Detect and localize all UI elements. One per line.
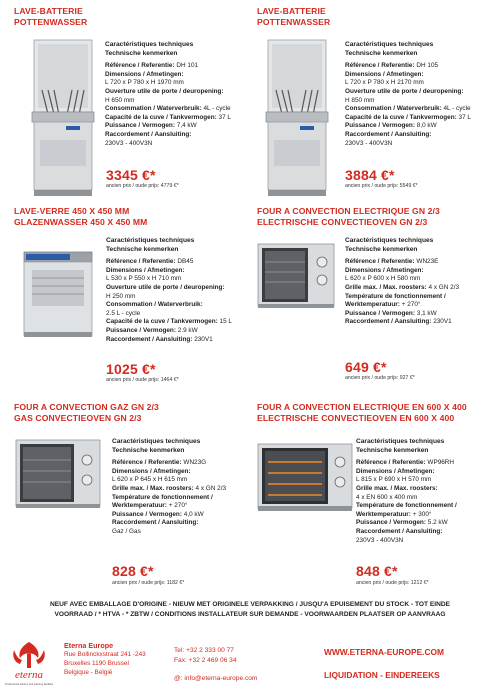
- spec-label: Puissance / Vermogen:: [112, 510, 182, 518]
- product-title: [257, 206, 440, 228]
- spec-row: [106, 318, 246, 327]
- spec-value: H 850 mm: [345, 96, 375, 104]
- spec-value: L 815 x P 690 x H 570 mm: [356, 476, 432, 484]
- spec-row: [345, 267, 495, 284]
- old-price: ancien prix / oude prijs: 1212 €*: [356, 580, 429, 586]
- spec-heading-fr: Caractéristiques techniques: [345, 41, 434, 48]
- convection-oven-icon: [256, 240, 336, 310]
- spec-row: [106, 336, 246, 345]
- price: 649 €*: [345, 359, 387, 375]
- product-title-nl: ELECTRISCHE CONVECTIEOVEN GN 2/3: [257, 217, 428, 227]
- spec-row: [112, 511, 252, 520]
- product-title: [14, 206, 147, 228]
- product-title-fr: LAVE-BATTERIE: [257, 6, 326, 16]
- spec-value: + 270°: [168, 502, 188, 510]
- price: 3345 €*: [106, 167, 156, 183]
- spec-row: [106, 327, 246, 336]
- product-title-fr: LAVE-VERRE 450 X 450 MM: [14, 206, 130, 216]
- spec-label: Raccordement / Aansluiting:: [356, 527, 443, 535]
- spec-value: 4,0 kW: [183, 510, 204, 518]
- spec-value: 4 x EN 600 x 400 mm: [356, 493, 418, 501]
- old-price: ancien prix / oude prijs: 1182 €*: [112, 580, 185, 586]
- old-price: ancien prix / oude prijs: 4779 €*: [106, 183, 179, 189]
- product-title-nl: ELECTRISCHE CONVECTIEOVEN EN 600 X 400: [257, 413, 455, 423]
- spec-row: [345, 62, 495, 71]
- product-title-fr: LAVE-BATTERIE: [14, 6, 83, 16]
- spec-value: 4L - cycle: [203, 105, 231, 113]
- product-title-nl: POTTENWASSER: [14, 17, 88, 27]
- glasswasher-icon: [22, 252, 94, 338]
- spec-label: Raccordement / Aansluiting:: [105, 130, 192, 138]
- spec-value: Gaz / Gas: [112, 527, 141, 535]
- company-name: Eterna Europe: [64, 641, 114, 650]
- spec-value: 2.5 L - cycle: [106, 309, 141, 317]
- spec-row: [345, 284, 495, 293]
- spec-label: Grille max. / Max. roosters:: [112, 484, 194, 492]
- footer-note-line: NEUF AVEC EMBALLAGE D'ORIGINE - NIEUW MET ORIGINELE VERPAKKING / JUSQU'A EPUISEMENT DU STOCK - TOT EINDE: [49, 601, 450, 608]
- spec-label: Référence / Referentie:: [112, 459, 182, 467]
- price: 3884 €*: [345, 167, 395, 183]
- footer-conditions: [0, 600, 500, 620]
- spec-label: Raccordement / Aansluiting:: [112, 519, 199, 527]
- logo-text: eterna: [14, 669, 44, 681]
- spec-label: Dimensions / Afmetingen:: [112, 467, 191, 475]
- spec-heading-nl: Technische kenmerken: [345, 49, 418, 57]
- spec-label: Puissance / Vermogen:: [345, 122, 415, 130]
- dishwasher-tall-icon: [28, 40, 98, 198]
- spec-row: [356, 468, 496, 485]
- spec-row: [356, 459, 496, 468]
- spec-value: 5.2 kW: [427, 519, 448, 527]
- product-title-nl: GAS CONVECTIEOVEN GN 2/3: [14, 413, 142, 423]
- spec-label: Référence / Referentie:: [345, 62, 415, 70]
- product-title: [257, 402, 467, 424]
- spec-label: Dimensions / Afmetingen:: [105, 70, 184, 78]
- spec-row: [105, 114, 245, 123]
- spec-value: 230V3 - 400V3N: [356, 536, 404, 544]
- spec-value: 7,4 kW: [176, 122, 197, 130]
- spec-block: [112, 438, 252, 537]
- spec-heading-fr: Caractéristiques techniques: [112, 438, 201, 445]
- spec-row: [345, 293, 495, 310]
- spec-value: DH 105: [416, 62, 439, 70]
- spec-row: [345, 122, 495, 131]
- spec-label: Dimensions / Afmetingen:: [356, 467, 435, 475]
- logo-subtext: Professional kitchen and catering facilities: [4, 683, 54, 686]
- spec-label: Référence / Referentie:: [105, 62, 175, 70]
- spec-row: [112, 494, 252, 511]
- spec-value: 37 L: [218, 113, 231, 121]
- spec-row: [106, 258, 246, 267]
- spec-value: L 530 x P 550 x H 710 mm: [106, 275, 182, 283]
- spec-label: Grille max. / Max. roosters:: [345, 283, 427, 291]
- product-title-fr: FOUR A CONVECTION ELECTRIQUE GN 2/3: [257, 206, 440, 216]
- price: 828 €*: [112, 563, 154, 579]
- spec-value: 230V3 - 400V3N: [345, 139, 393, 147]
- spec-label: Raccordement / Aansluiting:: [345, 130, 432, 138]
- spec-heading-nl: Technische kenmerken: [106, 245, 179, 253]
- product-title-nl: GLAZENWASSER 450 X 450 MM: [14, 217, 148, 227]
- company-address: [64, 641, 146, 677]
- spec-row: [345, 105, 495, 114]
- spec-value: DB45: [177, 258, 194, 266]
- spec-row: [356, 519, 496, 528]
- spec-row: [105, 131, 245, 148]
- spec-row: [105, 62, 245, 71]
- spec-value: 230V3 - 400V3N: [105, 139, 153, 147]
- spec-value: WN23E: [416, 258, 439, 266]
- spec-label: Capacité de la cuve / Tankvermogen:: [105, 113, 217, 121]
- spec-row: [112, 485, 252, 494]
- price: 1025 €*: [106, 361, 156, 377]
- address-line: Rue Bollinckxstraat 241 -243: [64, 651, 146, 658]
- spec-block: [356, 438, 496, 545]
- spec-label: Puissance / Vermogen:: [105, 122, 175, 130]
- product-title: [257, 6, 330, 28]
- spec-label: Consommation / Waterverbruik:: [106, 301, 203, 309]
- spec-row: [105, 71, 245, 88]
- spec-value: 4 x GN 2/3: [195, 484, 227, 492]
- spec-value: 230V1: [194, 335, 213, 343]
- spec-value: WN23G: [183, 459, 207, 467]
- product-title-fr: FOUR A CONVECTION GAZ GN 2/3: [14, 402, 159, 412]
- phone-number[interactable]: Tel: +32 2 333 00 77: [174, 647, 234, 654]
- spec-value: 230V1: [433, 318, 452, 326]
- spec-heading-fr: Caractéristiques techniques: [345, 237, 434, 244]
- product-title: [14, 402, 159, 424]
- convection-oven-large-icon: [256, 440, 354, 514]
- contact-phones: [174, 646, 237, 665]
- spec-value: 3,1 kW: [416, 309, 437, 317]
- website-link[interactable]: WWW.ETERNA-EUROPE.COM: [324, 647, 445, 657]
- spec-label: Dimensions / Afmetingen:: [345, 70, 424, 78]
- spec-value: H 250 mm: [106, 292, 136, 300]
- spec-value: + 270°: [401, 301, 421, 309]
- fax-number: Fax: +32 2 469 06 34: [174, 656, 237, 664]
- spec-row: [345, 131, 495, 148]
- address-line: Bruxelles 1190 Brussel: [64, 660, 129, 667]
- old-price: ancien prix / oude prijs: 5549 €*: [345, 183, 418, 189]
- spec-row: [112, 468, 252, 485]
- spec-label: Puissance / Vermogen:: [106, 326, 176, 334]
- spec-value: 4L - cycle: [443, 105, 471, 113]
- spec-label: Dimensions / Afmetingen:: [106, 266, 185, 274]
- old-price: ancien prix / oude prijs: 927 €*: [345, 375, 415, 381]
- spec-row: [105, 122, 245, 131]
- spec-label: Capacité de la cuve / Tankvermogen:: [345, 113, 457, 121]
- spec-label: Raccordement / Aansluiting:: [345, 318, 432, 326]
- spec-label: Référence / Referentie:: [356, 459, 426, 467]
- spec-value: + 300°: [412, 510, 432, 518]
- price: 848 €*: [356, 563, 398, 579]
- spec-label: Puissance / Vermogen:: [345, 309, 415, 317]
- spec-value: H 650 mm: [105, 96, 135, 104]
- address-line: Belgique - België: [64, 669, 113, 676]
- spec-block: [106, 237, 246, 344]
- convection-oven-icon: [14, 436, 104, 512]
- spec-value: L 720 x P 780 x H 1970 mm: [105, 79, 184, 87]
- spec-label: Référence / Referentie:: [345, 258, 415, 266]
- spec-value: 8,0 kW: [416, 122, 437, 130]
- spec-row: [112, 459, 252, 468]
- product-title-nl: POTTENWASSER: [257, 17, 331, 27]
- product-title-fr: FOUR A CONVECTION ELECTRIQUE EN 600 X 400: [257, 402, 467, 412]
- spec-value: 2.9 kW: [177, 326, 198, 334]
- old-price: ancien prix / oude prijs: 1464 €*: [106, 377, 179, 383]
- spec-label: Capacité de la cuve / Tankvermogen:: [106, 318, 218, 326]
- spec-row: [105, 88, 245, 105]
- spec-value: DH 101: [176, 62, 199, 70]
- spec-heading-fr: Caractéristiques techniques: [356, 438, 445, 445]
- spec-value: 37 L: [458, 113, 471, 121]
- spec-value: L 720 x P 780 x H 2170 mm: [345, 79, 424, 87]
- spec-value: L 620 x P 645 x H 615 mm: [112, 476, 188, 484]
- spec-heading-nl: Technische kenmerken: [105, 49, 178, 57]
- spec-label: Ouverture utile de porte / deuropening:: [345, 87, 464, 95]
- spec-value: 4 x GN 2/3: [428, 283, 460, 291]
- spec-row: [345, 318, 495, 327]
- spec-label: Température de fonctionnement / Werktemperatuur:: [345, 292, 446, 309]
- spec-label: Raccordement / Aansluiting:: [106, 335, 193, 343]
- eterna-logo: [4, 640, 54, 688]
- spec-row: [112, 519, 252, 536]
- spec-value: L 620 x P 600 x H 580 mm: [345, 275, 421, 283]
- spec-block: [345, 41, 495, 148]
- spec-label: Ouverture utile de porte / deuropening:: [106, 283, 225, 291]
- spec-row: [345, 71, 495, 88]
- spec-row: [106, 284, 246, 301]
- spec-row: [345, 114, 495, 123]
- product-title: [14, 6, 87, 28]
- spec-block: [345, 237, 495, 327]
- spec-label: Puissance / Vermogen:: [356, 519, 426, 527]
- spec-label: Référence / Referentie:: [106, 258, 176, 266]
- spec-value: 15 L: [219, 318, 232, 326]
- spec-value: WP96RH: [427, 459, 455, 467]
- spec-row: [345, 310, 495, 319]
- spec-label: Consommation / Waterverbruik:: [345, 105, 442, 113]
- spec-heading-fr: Caractéristiques techniques: [105, 41, 194, 48]
- spec-row: [105, 105, 245, 114]
- spec-label: Grille max. / Max. roosters:: [356, 484, 438, 492]
- spec-row: [106, 267, 246, 284]
- spec-label: Température de fonctionnement / Werktemperatuur:: [112, 493, 213, 510]
- email-link[interactable]: @: info@eterna-europe.com: [174, 675, 258, 682]
- spec-row: [356, 528, 496, 545]
- spec-row: [106, 301, 246, 318]
- spec-row: [356, 485, 496, 502]
- spec-label: Consommation / Waterverbruik:: [105, 105, 202, 113]
- spec-heading-nl: Technische kenmerken: [356, 446, 429, 454]
- liquidation-label: LIQUIDATION - EINDEREEKS: [324, 670, 440, 680]
- spec-row: [345, 88, 495, 105]
- spec-heading-nl: Technische kenmerken: [112, 446, 185, 454]
- footer-note-line: VOORRAAD / * HTVA - * ZBTW / CONDITIONS INSTALLATEUR SUR DEMANDE - VOORWAARDEN PLAATSER OP AANVRAAG: [54, 611, 446, 618]
- spec-block: [105, 41, 245, 148]
- spec-row: [345, 258, 495, 267]
- dishwasher-tall-icon: [262, 40, 332, 198]
- spec-label: Ouverture utile de porte / deuropening:: [105, 87, 224, 95]
- spec-heading-fr: Caractéristiques techniques: [106, 237, 195, 244]
- spec-label: Dimensions / Afmetingen:: [345, 266, 424, 274]
- spec-heading-nl: Technische kenmerken: [345, 245, 418, 253]
- spec-label: Température de fonctionnement / Werktemperatuur:: [356, 502, 457, 518]
- spec-row: [356, 502, 496, 519]
